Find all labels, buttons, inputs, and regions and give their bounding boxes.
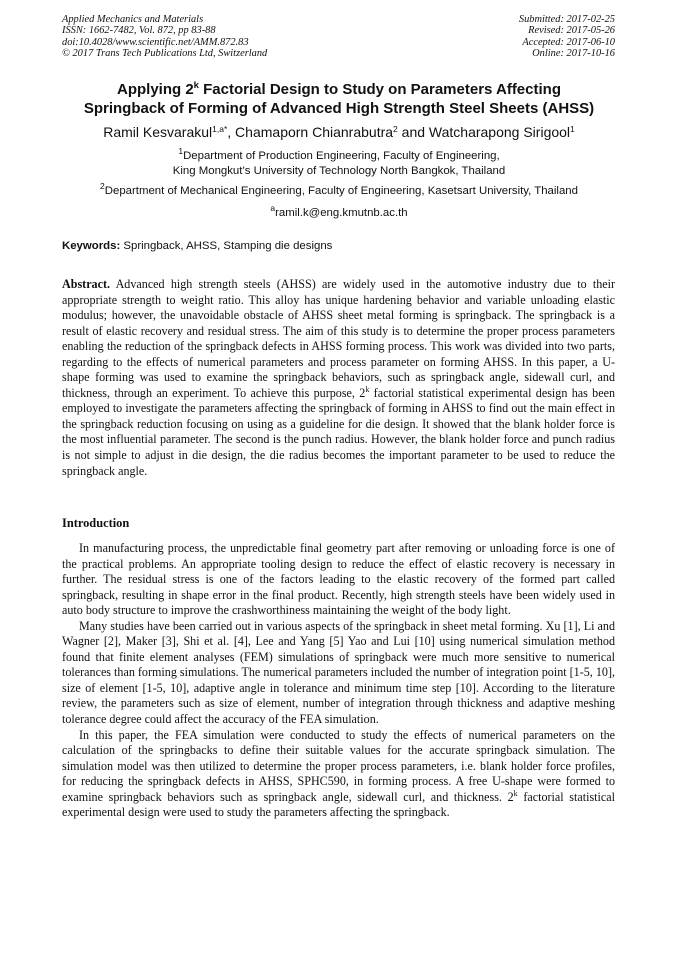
author-2: , Chamaporn Chianrabutra — [227, 124, 394, 140]
introduction-body — [62, 541, 615, 821]
online-date: Online: 2017-10-16 — [532, 47, 615, 59]
affiliation-2-text: Department of Mechanical Engineering, Faculty of Engineering, Kasetsart University, Thailand — [104, 185, 578, 197]
abstract-text-cont: factorial statistical experimental design has been employed to investigate the parameters affecting the springback of forming in AHSS to find out the main effect in the springback reduction focusing on using as a guideline for die design. It showed that the blank holder force is the most influential parameter. The second is the punch radius. However, the blank holder force and punch radius is not simple to adjust in die design, the die radius becomes the important parameter to be used to reduce the springback angle. — [62, 385, 615, 478]
intro-paragraph-3-cont: factorial statistical experimental design were used to study the parameters affecting the springback. — [62, 789, 615, 820]
affiliation-1-line-2: King Mongkut’s University of Technology North Bangkok, Thailand — [172, 165, 506, 177]
author-3: and Watcharapong Sirigool — [397, 124, 571, 140]
author-list — [30, 124, 648, 141]
paper-title — [40, 80, 638, 118]
submission-dates — [519, 14, 615, 59]
affiliation-2-sup: 2 — [100, 181, 105, 191]
issn-line: ISSN: 1662-7482, Vol. 872, pp 83-88 — [62, 25, 216, 37]
keywords — [62, 239, 615, 254]
keywords-text: Springback, AHSS, Stamping die designs — [120, 240, 333, 252]
abstract-label: Abstract. — [62, 277, 111, 291]
abstract-text: Advanced high strength steels (AHSS) are widely used in the automotive industry due to their appropriate strength to weight ratio. This alloy has unique hardening behavior and variable unloading elastic modulus; however, the unavoidable obstacle of AHSS sheet metal forming is springback. The springback is a result of elastic recovery and residual stress. The aim of this study is to determine the proper process parameters enabling the reduction of the springback defects in AHSS forming process. This work was divided into two parts, regarding to the effects of numerical parameters and process parameter on forming AHSS. In this paper, a U-shape forming was used to examine the springback behaviors, such as springback angle, sidewall curl, and thickness, through an experiment. To achieve this purpose, 2 — [62, 277, 615, 400]
submitted-date: Submitted: 2017-02-25 — [518, 14, 615, 25]
title-superscript: k — [193, 80, 199, 91]
intro-paragraph-1: In manufacturing process, the unpredictable final geometry part after removing or unloading force is one of the practical problems. An appropriate tooling design to reduce the effect of elastic recovery is necessary in further. The residual stress is one of the factors leading to the elastic recovery of the formed part called springback, resulting in shape error in the final product. Recently, high strength steels have been widely used in auto body structure to improve the crashworthiness maintaining the weight of the body light. — [62, 541, 615, 618]
affiliation-1-sup: 1 — [178, 146, 184, 156]
accepted-date: Accepted: 2017-06-10 — [522, 36, 615, 48]
affiliation-2 — [30, 181, 648, 199]
email-address[interactable]: ramil.k@eng.kmutnb.ac.th — [275, 207, 408, 219]
abstract-superscript: k — [365, 384, 370, 394]
corresponding-email — [30, 203, 648, 221]
title-line-2: Springback of Forming of Advanced High Strength Steel Sheets (AHSS) — [83, 100, 595, 117]
revised-date: Revised: 2017-05-26 — [528, 25, 615, 37]
journal-info — [62, 14, 267, 59]
intro-paragraph-2: Many studies have been carried out in various aspects of the springback in sheet metal forming. Xu [1], Li and Wagner [2], Maker [3], Shi et al. [4], Lee and Yang [5] Yao and Lui [10] using numerical simulation method found that finite element analyses (FEM) simulations of springback were much more sensitive to numerical tolerances than forming simulations. The numerical parameters included the number of integration point [1-5, 10], size of element [1-5, 10], adaptive angle in tolerance and minimum time step [10]. According to the literature review, the parameters such as size of element, number of integration through thickness and adaptive meshing tolerance degree could affect the accuracy of the FEA simulation. — [62, 618, 615, 727]
intro-superscript: k — [513, 788, 518, 798]
intro-paragraph-3 — [62, 728, 615, 821]
author-2-sup: 2 — [393, 124, 398, 134]
author-1-sup: 1,a* — [212, 124, 228, 134]
journal-name: Applied Mechanics and Materials — [62, 14, 204, 25]
author-1: Ramil Kesvarakul — [103, 124, 213, 140]
title-text-cont: Factorial Design to Study on Parameters Affecting — [198, 81, 561, 98]
introduction-heading: Introduction — [62, 516, 130, 530]
abstract — [62, 277, 615, 479]
title-text: Applying 2 — [117, 81, 194, 98]
copyright-line: © 2017 Trans Tech Publications Ltd, Switzerland — [62, 47, 268, 59]
author-3-sup: 1 — [570, 124, 575, 134]
doi-line: doi:10.4028/www.scientific.net/AMM.872.83 — [62, 36, 249, 48]
email-sup: a — [270, 203, 276, 213]
keywords-label: Keywords: — [62, 240, 121, 252]
affiliation-1-line-1: Department of Production Engineering, Faculty of Engineering, — [183, 150, 500, 162]
intro-paragraph-3-text: In this paper, the FEA simulation were conducted to study the effects of numerical parameters on the calculation of the springbacks to define their suitable values for the accurate springback simulation. The simulation model was then utilized to determine the proper process parameters, i.e. blank holder force profiles, for reducing the springback defects in AHSS, SPHC590, in forming process. A free U-shape were formed to examine springback behaviors such as springback angle, sidewall curl, and thickness. 2 — [62, 727, 615, 804]
affiliation-1 — [30, 146, 648, 179]
